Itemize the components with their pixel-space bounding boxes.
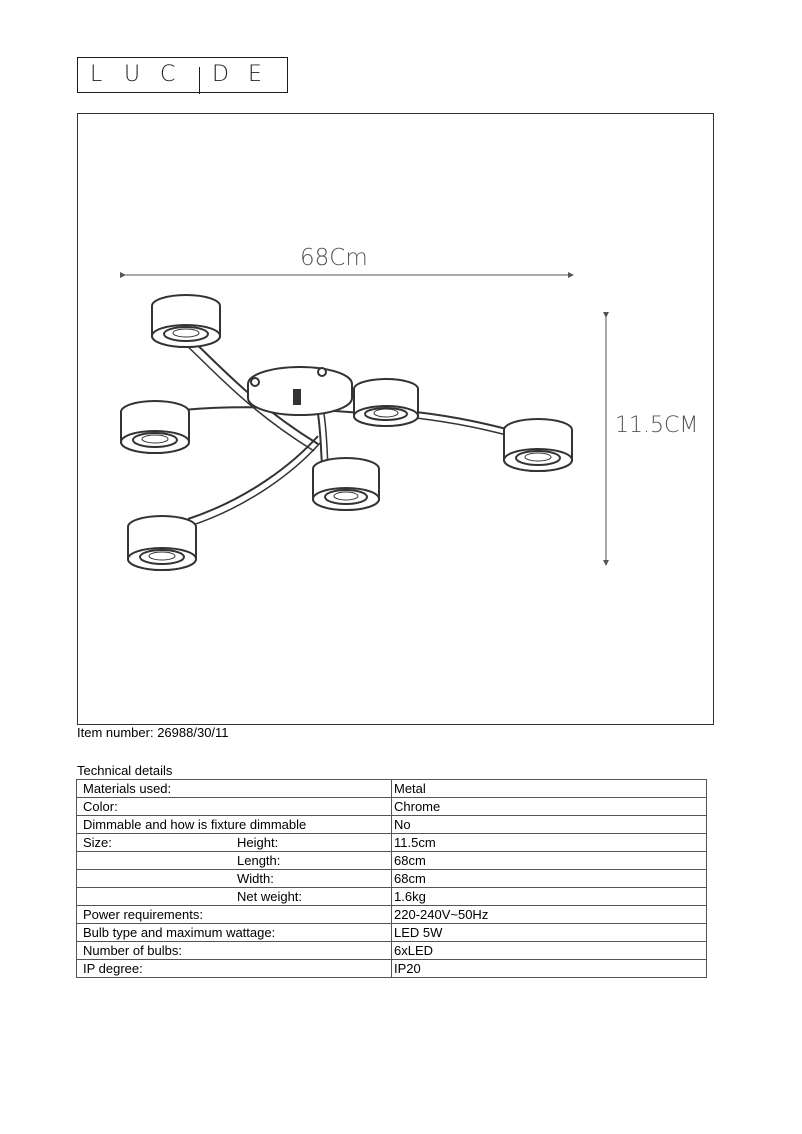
spec-value: Metal — [392, 780, 707, 798]
light-head — [121, 401, 189, 453]
logo-letter-i-bar — [199, 67, 200, 94]
light-head — [128, 516, 196, 570]
spec-label-cell — [77, 870, 392, 888]
light-heads — [121, 295, 572, 570]
spec-label-cell — [77, 888, 392, 906]
spec-value: LED 5W — [392, 924, 707, 942]
technical-details-table — [76, 779, 707, 978]
table-row — [77, 834, 707, 852]
spec-value: 68cm — [392, 870, 707, 888]
table-row — [77, 960, 707, 978]
spec-value: 220-240V~50Hz — [392, 906, 707, 924]
logo-letter: C — [160, 62, 176, 87]
spec-label: Color: — [77, 798, 392, 816]
spec-label: Materials used: — [77, 780, 392, 798]
table-row — [77, 942, 707, 960]
light-head — [313, 458, 379, 510]
spec-sublabel: Net weight: — [237, 889, 303, 904]
item-number: Item number: 26988/30/11 — [77, 725, 229, 740]
light-head — [152, 295, 220, 347]
product-drawing — [77, 113, 714, 725]
ceiling-canopy — [248, 367, 352, 415]
table-row — [77, 870, 707, 888]
table-row — [77, 888, 707, 906]
logo-letter: E — [248, 62, 262, 87]
table-row — [77, 780, 707, 798]
spec-label: Number of bulbs: — [77, 942, 392, 960]
spec-label-cell — [77, 852, 392, 870]
fixture-illustration — [78, 114, 713, 724]
table-row — [77, 852, 707, 870]
spec-label: IP degree: — [77, 960, 392, 978]
spec-value: 11.5cm — [392, 834, 707, 852]
table-row — [77, 798, 707, 816]
spec-sublabel: Width: — [237, 871, 274, 886]
table-row — [77, 906, 707, 924]
technical-details-title: Technical details — [77, 763, 173, 778]
light-head — [354, 379, 418, 426]
brand-logo — [77, 57, 288, 93]
spec-sublabel: Height: — [237, 835, 279, 850]
spec-label-cell — [77, 834, 392, 852]
table-row — [77, 816, 707, 834]
spec-value: 1.6kg — [392, 888, 707, 906]
spec-value: No — [392, 816, 707, 834]
spec-value: 68cm — [392, 852, 707, 870]
logo-letter: U — [124, 62, 141, 87]
width-dimension-label: 68Cm — [300, 245, 368, 271]
spec-label: Bulb type and maximum wattage: — [77, 924, 392, 942]
spec-label: Dimmable and how is fixture dimmable — [77, 816, 392, 834]
spec-sublabel: Length: — [237, 853, 281, 868]
spec-label: Power requirements: — [77, 906, 392, 924]
spec-value: 6xLED — [392, 942, 707, 960]
spec-value: Chrome — [392, 798, 707, 816]
spec-label: Size: — [83, 835, 112, 850]
height-dimension-label: 11.5CM — [615, 413, 699, 438]
logo-letter: L — [90, 62, 103, 87]
light-head — [504, 419, 572, 471]
logo-letter: D — [212, 62, 229, 87]
table-row — [77, 924, 707, 942]
spec-value: IP20 — [392, 960, 707, 978]
